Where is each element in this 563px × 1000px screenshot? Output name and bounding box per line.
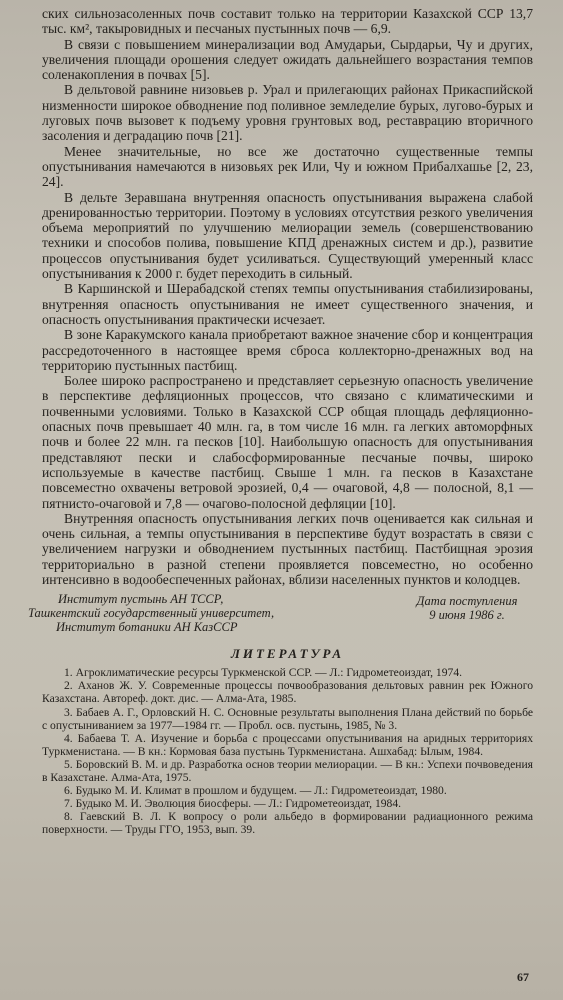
- received-date: [407, 594, 527, 622]
- body-paragraph: В связи с повышением минерализации вод Амударьи, Сырдарьи, Чу и других, увеличения площади орошения следует ожидать дальнейшего возрастания темпов соленакопления в почвах [5].: [42, 36, 533, 83]
- institution-line: Ташкентский государственный университет,: [28, 606, 275, 621]
- body-paragraph: В Каршинской и Шерабадской степях темпы опустынивания стабилизированы, внутренняя опасность опустынивания не имеет существенного значения, и опасность опустынивания практически исчезает.: [42, 281, 533, 327]
- author-affiliation-block: [28, 592, 533, 642]
- reference-item: 8. Гаевский В. Л. К вопросу о роли альбедо в формировании радиационного режима поверхности. — Труды ГГО, 1953, вып. 39.: [42, 810, 533, 837]
- body-paragraph: Менее значительные, но все же достаточно существенные темпы опустынивания намечаются в низовьях рек Или, Чу и южном Прибалхашье [2, 23, 24].: [42, 143, 533, 190]
- received-date-value: 9 июня 1986 г.: [429, 608, 505, 623]
- institution-line: Институт пустынь АН ТССР,: [58, 592, 224, 607]
- reference-item: 5. Боровский В. М. и др. Разработка основ теории мелиорации. — В кн.: Успехи почвоведения в Казахстане. Алма-Ата, 1975.: [42, 757, 533, 785]
- body-paragraph: В зоне Каракумского канала приобретают важное значение сбор и концентрация рассредоточенного в настоящее время сброса коллекторно-дренажных вод на территорию пустынных пастбищ.: [42, 327, 533, 373]
- body-paragraph: ских сильнозасоленных почв составит только на территории Казахской ССР 13,7 тыс. км², такыровидных и песчаных пустынных почв — 6,9.: [42, 6, 533, 37]
- body-paragraph: В дельтовой равнине низовьев р. Урал и прилегающих районах Прикаспийской низменности широкое обводнение под поливное земледелие бурых, лугово-бурых и луговых почв вызовет к подъему уровня грунтовых вод, реставрацию вторичного засоления и деградацию почв [21].: [42, 82, 533, 144]
- body-paragraph: В дельте Зеравшана внутренняя опасность опустынивания выражена слабой дренированностью территории. Поэтому в условиях отсутствия резкого увеличения объема мероприятий по улучшению мелиорации земель (совершенствованию техники и способов полива, повышение КПД дренажных систем и др.), развитие процессов опустынивания будет усиливаться. Существующий умеренный класс опустынивания к 2000 г. будет переходить в сильный.: [42, 189, 533, 282]
- institutions: [28, 592, 358, 635]
- reference-item: 3. Бабаев А. Г., Орловский Н. С. Основные результаты выполнения Плана действий по борьбе с опустыниванием за 1977—1984 гг. — Пробл. осв. пустынь, 1985, № 3.: [42, 705, 533, 732]
- body-paragraph: Более широко распространено и представляет серьезную опасность увеличение в перспективе дефляционных процессов, что связано с климатическими и почвенными условиями. Только в Казахской ССР общая площадь дефляционно-опасных почв превышает 40 млн. га, в том числе 16 млн. га легких автоморфных почв и более 22 млн. га песков [10]. Наибольшую опасность для опустынивания представляют пески и слабосформированные песчаные почвы, широко используемые в качестве пастбищ. Свыше 1 млн. га песков в Казахстане повсеместно охвачены ветровой эрозией, 0,4 — очаговой, 4,8 — полосной, 8,1 — пятнисто-очаговой и 7,8 — очагово-полосной дефляции [10].: [42, 373, 533, 511]
- institution-line: Институт ботаники АН КазССР: [56, 620, 238, 635]
- reference-item: 6. Будыко М. И. Климат в прошлом и будущем. — Л.: Гидрометеоиздат, 1980.: [64, 784, 447, 798]
- reference-item: 2. Аханов Ж. У. Современные процессы почвообразования дельтовых равнин рек Южного Казахстана. Автореф. докт. дис. — Алма-Ата, 1985.: [42, 679, 533, 706]
- page-number: 67: [517, 970, 529, 984]
- reference-list: [42, 666, 533, 836]
- body-paragraph: Внутренняя опасность опустынивания легких почв оценивается как сильная и очень сильная, а темпы опустынивания в перспективе будут возрастать в связи с увеличением нагрузки и обводнением пустынных пастбищ. Пастбищная эрозия территориально в разной степени проявляется повсеместно, но особенно интенсивно в водообеспеченных районах, вблизи населенных пунктов и колодцев.: [42, 510, 533, 587]
- received-date-label: Дата поступления: [416, 594, 518, 609]
- article-body: [42, 6, 533, 587]
- literature-heading: ЛИТЕРАТУРА: [230, 646, 345, 662]
- reference-item: 7. Будыко М. И. Эволюция биосферы. — Л.: Гидрометеоиздат, 1984.: [64, 797, 402, 811]
- reference-item: 1. Агроклиматические ресурсы Туркменской ССР. — Л.: Гидрометеоиздат, 1974.: [64, 666, 463, 680]
- reference-item: 4. Бабаева Т. А. Изучение и борьба с процессами опустынивания на аридных территориях Туркменистана. — В кн.: Кормовая база пустынь Туркменистана. Ашхабад: Ылым, 1984.: [42, 731, 533, 758]
